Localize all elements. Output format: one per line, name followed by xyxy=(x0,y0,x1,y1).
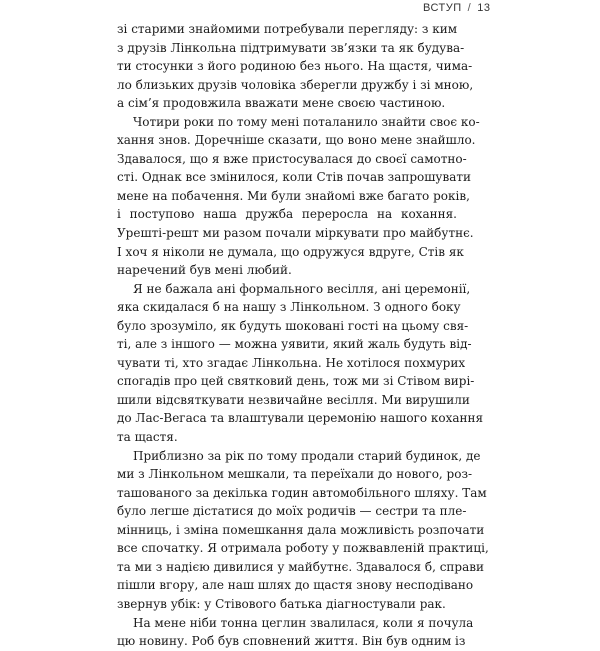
text-line: та щастя. xyxy=(117,430,178,445)
text-line: яка скидалася б на нашу з Лінкольном. З одного боку xyxy=(117,300,461,315)
text-line: мене на побачення. Ми були знайомі вже багато років, xyxy=(117,188,470,203)
body-text xyxy=(117,20,489,651)
text-line: Здавалося, що я вже пристосувалася до своєї самотно- xyxy=(117,151,467,166)
text-line: сті. Однак все змінилося, коли Стів почав запрошувати xyxy=(117,170,472,185)
section-title: ВСТУП xyxy=(423,2,462,14)
text-line: хання знов. Доречніше сказати, що воно мене знайшло. xyxy=(117,133,476,148)
text-line: пішли вгору, але наш шлях до щастя знову несподівано xyxy=(117,578,474,593)
text-line: було легше дістатися до моїх родичів — сестри та пле- xyxy=(117,504,467,519)
text-line: було зрозуміло, як будуть шоковані гості на цьому свя- xyxy=(117,318,469,333)
text-line: шили відсвяткувати незвичайне весілля. Ми вирушили xyxy=(117,392,470,407)
text-line: Приблизно за рік по тому продали старий будинок, де xyxy=(133,448,481,463)
text-line: наречений був мені любий. xyxy=(117,263,292,278)
text-line: Урешті-решт ми разом почали міркувати про майбутнє. xyxy=(117,226,474,241)
text-line: На мене ніби тонна цеглин звалилася, коли я почула xyxy=(133,615,474,630)
running-head xyxy=(423,2,490,14)
separator: / xyxy=(467,2,472,14)
text-line: ташованого за декілька годин автомобільного шляху. Там xyxy=(117,485,487,500)
text-line: І хоч я ніколи не думала, що одружуся вдруге, Стів як xyxy=(117,244,464,259)
text-line: зі старими знайомими потребували перегляду: з ким xyxy=(117,22,458,36)
text-line: з друзів Лінкольна підтримувати зв’язки та як будува- xyxy=(117,40,465,55)
text-line: цю новину. Роб був сповнений життя. Він був одним із xyxy=(117,634,466,649)
text-line: і поступово наша дружба переросла на кохання. xyxy=(117,207,457,222)
text-line: спогадів про цей святковий день, тож ми зі Стівом вирі- xyxy=(117,374,475,389)
text-line: чувати ті, хто згадає Лінкольна. Не хотілося похмурих xyxy=(117,355,466,370)
text-line: а сім’я продовжила вважати мене своєю частиною. xyxy=(117,96,446,111)
text-line: ми з Лінкольном мешкали, та переїхали до нового, роз- xyxy=(117,467,473,482)
text-line: ти стосунки з його родиною без нього. На щастя, чима- xyxy=(117,59,473,74)
text-line: все спочатку. Я отримала роботу у пожвавленій практиці, xyxy=(117,541,489,556)
page-number: 13 xyxy=(477,2,491,14)
text-line: ті, але з іншого — можна уявити, який жаль будуть від- xyxy=(117,337,472,352)
text-line: ло близьких друзів чоловіка зберегли дружбу і зі мною, xyxy=(117,77,474,92)
text-line: до Лас-Вегаса та влаштували церемонію нашого кохання xyxy=(117,411,484,426)
text-line: Чотири роки по тому мені поталанило знайти своє ко- xyxy=(133,114,480,129)
text-line: та ми з надією дивилися у майбутнє. Здавалося б, справи xyxy=(117,559,485,574)
text-line: Я не бажала ані формального весілля, ані церемонії, xyxy=(133,281,471,296)
text-line: звернув убік: у Стівового батька діагностували рак. xyxy=(117,596,446,611)
text-line: мінниць, і зміна помешкання дала можливість розпочати xyxy=(117,522,485,537)
